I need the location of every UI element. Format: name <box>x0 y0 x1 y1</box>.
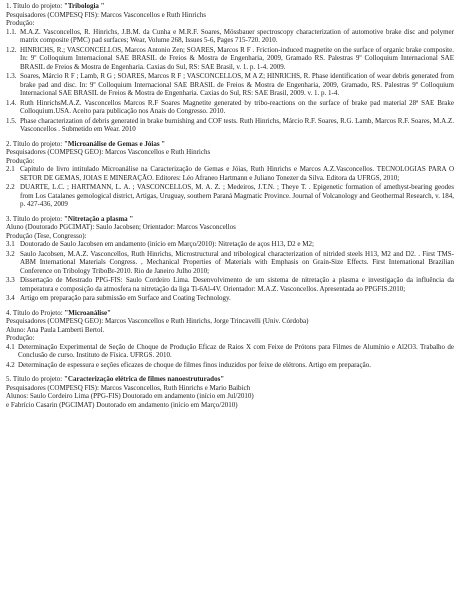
item-text: Doutorado de Saulo Jacobsen em andamento (início em Março/2010): Nitretação de aços H13, D2 e M2; <box>20 240 314 248</box>
item-number: 4.2 <box>6 360 15 369</box>
list-item <box>6 165 454 182</box>
item-text: Capitulo de livro intitulado Microanálise na Caracterização de Gemas e Jóias, Ruth Hinrichs e Marcos A.Z.Vasconcellos. TECNOLOGIAS PARA O SETOR DE GEMAS, JOIAS E MINERAÇÃO. Editores: Léo Afraneo Hartmann e Juliano Tonezer da Silva. Editora da UFRGS, 2010; <box>20 165 454 182</box>
item-number: 2.1 <box>6 165 15 173</box>
title-text: "Microanálise de Gemas e Jóias " <box>64 139 166 148</box>
list-item <box>6 46 454 72</box>
item-number: 1.1. <box>6 27 17 36</box>
item-number: 4.1 <box>6 342 15 351</box>
list-item <box>6 183 454 209</box>
title-prefix: 5. Título do projeto: <box>6 375 65 383</box>
title-prefix: 4. Título do Projeto: <box>6 308 65 317</box>
list-item <box>6 294 454 303</box>
item-text: Soares, Márcio R F ; Lamb, R G ; SOARES, Marcos R F ; VASCONCELLOS, M A Z; HINRICHS, R. Phase identification of wear debris generated from brake pad and disc. In: 9º Colloquium Internacional SAE BRASIL de Freios & Mostra de Engenharia, 2009, Gramado, RS. Palestras 9º Colloquium Internacional SAE BRASIL de Freios & Mostra de Engenharia. Caxias do Sul, RS: SAE Brasil, 2009. v. 1. p. 1-4. <box>20 72 454 97</box>
item-number: 3.2 <box>6 249 15 258</box>
item-number: 3.3 <box>6 276 15 284</box>
item-number: 2.2 <box>6 183 15 191</box>
list-item <box>6 117 454 134</box>
title-text: "Caracterização elétrica de filmes nanoestruturados" <box>64 375 225 383</box>
item-number: 1.3. <box>6 72 17 80</box>
item-number: 1.4. <box>6 98 17 107</box>
list-item <box>6 276 454 293</box>
production-label: Produção: <box>6 19 35 27</box>
list-item <box>6 240 454 249</box>
title-prefix: 3. Título do projeto: <box>6 214 65 223</box>
project-2 <box>6 140 454 209</box>
item-text: M.A.Z. Vasconcellos, R. Hinrichs, J.B.M. da Cunha e M.R.F. Soares, Mössbauer spectroscopy characterization of automotive brake disc and polymer matrix composite (PMC) pad surfaces; Wear, Volume 268, Issues 5-6, Pages 715-720. 2010. <box>20 27 454 44</box>
production-label: Produção: <box>6 334 35 342</box>
list-item <box>6 361 454 370</box>
item-text: Determinação Experimental de Seção de Choque de Produção Eficaz de Raios X com Feixe de Prótons para Filmes de Alumínio e Al2O3. Trabalho de Conclusão de curso. Instituto de Física. UFRGS. 2010. <box>18 342 454 359</box>
researchers-line: Pesquisadores (COMPESQ FIS): Marcos Vasconcellos e Ruth Hinrichs <box>6 10 206 19</box>
list-item <box>6 343 454 360</box>
project-title <box>6 215 454 224</box>
project-title <box>6 309 454 318</box>
item-text: Phase characterization of debris generated in brake burnishing and COF tests. Ruth Hinrichs, Márcio R.F. Soares, R.G. Lamb, Marcos R.F. Soares, M.A.Z. Vasconcellos . Submetido em Wear. 2010 <box>20 116 454 133</box>
researchers-line: Pesquisadores (COMPESQ GEO): Marcos Vasconcellos e Ruth Hinrichs <box>6 148 211 156</box>
item-text: Determinação de espessura e seções eficazes de choque de filmes finos induzidos por feixe de elétrons. Artigo em preparação. <box>18 360 371 369</box>
title-text: "Nitretação a plasma " <box>64 214 134 223</box>
production-label: Produção (Tese, Congresso): <box>6 231 87 240</box>
item-text: HINRICHS, R.; VASCONCELLOS, Marcos Antonio Zen; SOARES, Marcos R F . Friction-induced magnetite on the surface of organic brake composite. In: 9º Colloquium Internacional SAE BRASIL de Freios & Mostra de Engenharia, 2009, Gramado RS. Palestras 9º Colloquium Internacional SAE BRASIL de Freios & Mostra de Engenharia. Caxias do Sul, RS: SAE Brasil, v. 1. p. 1-4. 2009. <box>20 45 454 71</box>
project-5 <box>6 375 454 409</box>
project-title <box>6 375 454 384</box>
item-number: 3.1 <box>6 240 15 248</box>
list-item <box>6 250 454 276</box>
student-line: Aluno: Ana Paula Lamberti Bertol. <box>6 325 105 334</box>
list-item <box>6 72 454 98</box>
title-text: "Tribologia " <box>64 2 105 10</box>
item-text: Artigo em preparação para submissão em Surface and Coating Technology. <box>20 294 231 302</box>
researchers-line: Pesquisadores (COMPESQ FIS): Marcos Vasconcellos, Ruth Hinrichs e Mario Baibich <box>6 383 251 392</box>
item-text: DUARTE, L.C. ; HARTMANN, L. A. ; VASCONCELLOS, M. A. Z. ; Medeiros, J.T.N. ; Theye T. . Epigenetic formation of amethyst-bearing geodes from Los Catalanes gemological district, Artigas, Uruguay, southern Paraná Magmatic Province. Journal of Volcanology and Geothermal Research, v. 184, p. 427-436, 2009 <box>20 183 454 208</box>
project-3 <box>6 215 454 303</box>
item-number: 3.4 <box>6 294 15 302</box>
student-line: e Fabrício Casarin (PGCIMAT) Doutorado em andamento (início em Março/2010) <box>6 400 238 409</box>
item-number: 1.5. <box>6 116 17 125</box>
item-number: 1.2. <box>6 45 17 54</box>
list-item <box>6 28 454 45</box>
student-line: Aluno (Doutorado PGCIMAT): Saulo Jacobsen; Orientador: Marcos Vasconcellos <box>6 223 236 231</box>
title-prefix: 2. Título do projeto: <box>6 139 65 148</box>
project-4 <box>6 309 454 370</box>
item-text: Saulo Jacobsen, M.A.Z. Vasconcellos, Ruth Hinrichs, Microstructural and tribological characterization of nitrided steels H13, M2 and D2. . First TMS-ABM International Materials Congress. , Mechanical Properties of Materials with Emphasis on Grain-Size Effects. First International Brazilian Conference on Tribology TriboBr-2010. Rio de Janeiro Julho 2010; <box>20 249 454 275</box>
project-title <box>6 2 454 11</box>
project-1 <box>6 2 454 134</box>
title-prefix: 1. Título do projeto: <box>6 2 65 10</box>
project-title <box>6 140 454 149</box>
researchers-line: Pesquisadores (COMPESQ GEO): Marcos Vasconcellos e Ruth Hinrichs, Jorge Trincavelli (Univ. Córdoba) <box>6 317 309 325</box>
item-text: Dissertação de Mestrado PPG-FIS: Saulo Cordeiro Lima. Desenvolvimento de um sistema de nitretação a plasma e investigação da influência da temperatura e composição da atmosfera na nitretação da liga Ti-6Al-4V. Orientador: M.A.Z. Vasconcellos. Apresentada ao PPGFIS.2010; <box>20 276 454 293</box>
production-label: Produção: <box>6 156 35 165</box>
title-text: "Microanálise" <box>64 308 111 317</box>
student-line: Alunos: Saulo Cordeiro Lima (PPG-FIS) Doutorado em andamento (início em Jul/2010) <box>6 392 254 400</box>
item-text: Ruth HinrichsM.A.Z. Vasconcellos Marcos R.F Soares Magnetite generated by tribo-reactions on the surface of brake pad material 28ª SAE Brake Colloquium.USA. Aceito para publicação nos Anais do Congresso. 2010. <box>20 98 454 115</box>
list-item <box>6 99 454 116</box>
